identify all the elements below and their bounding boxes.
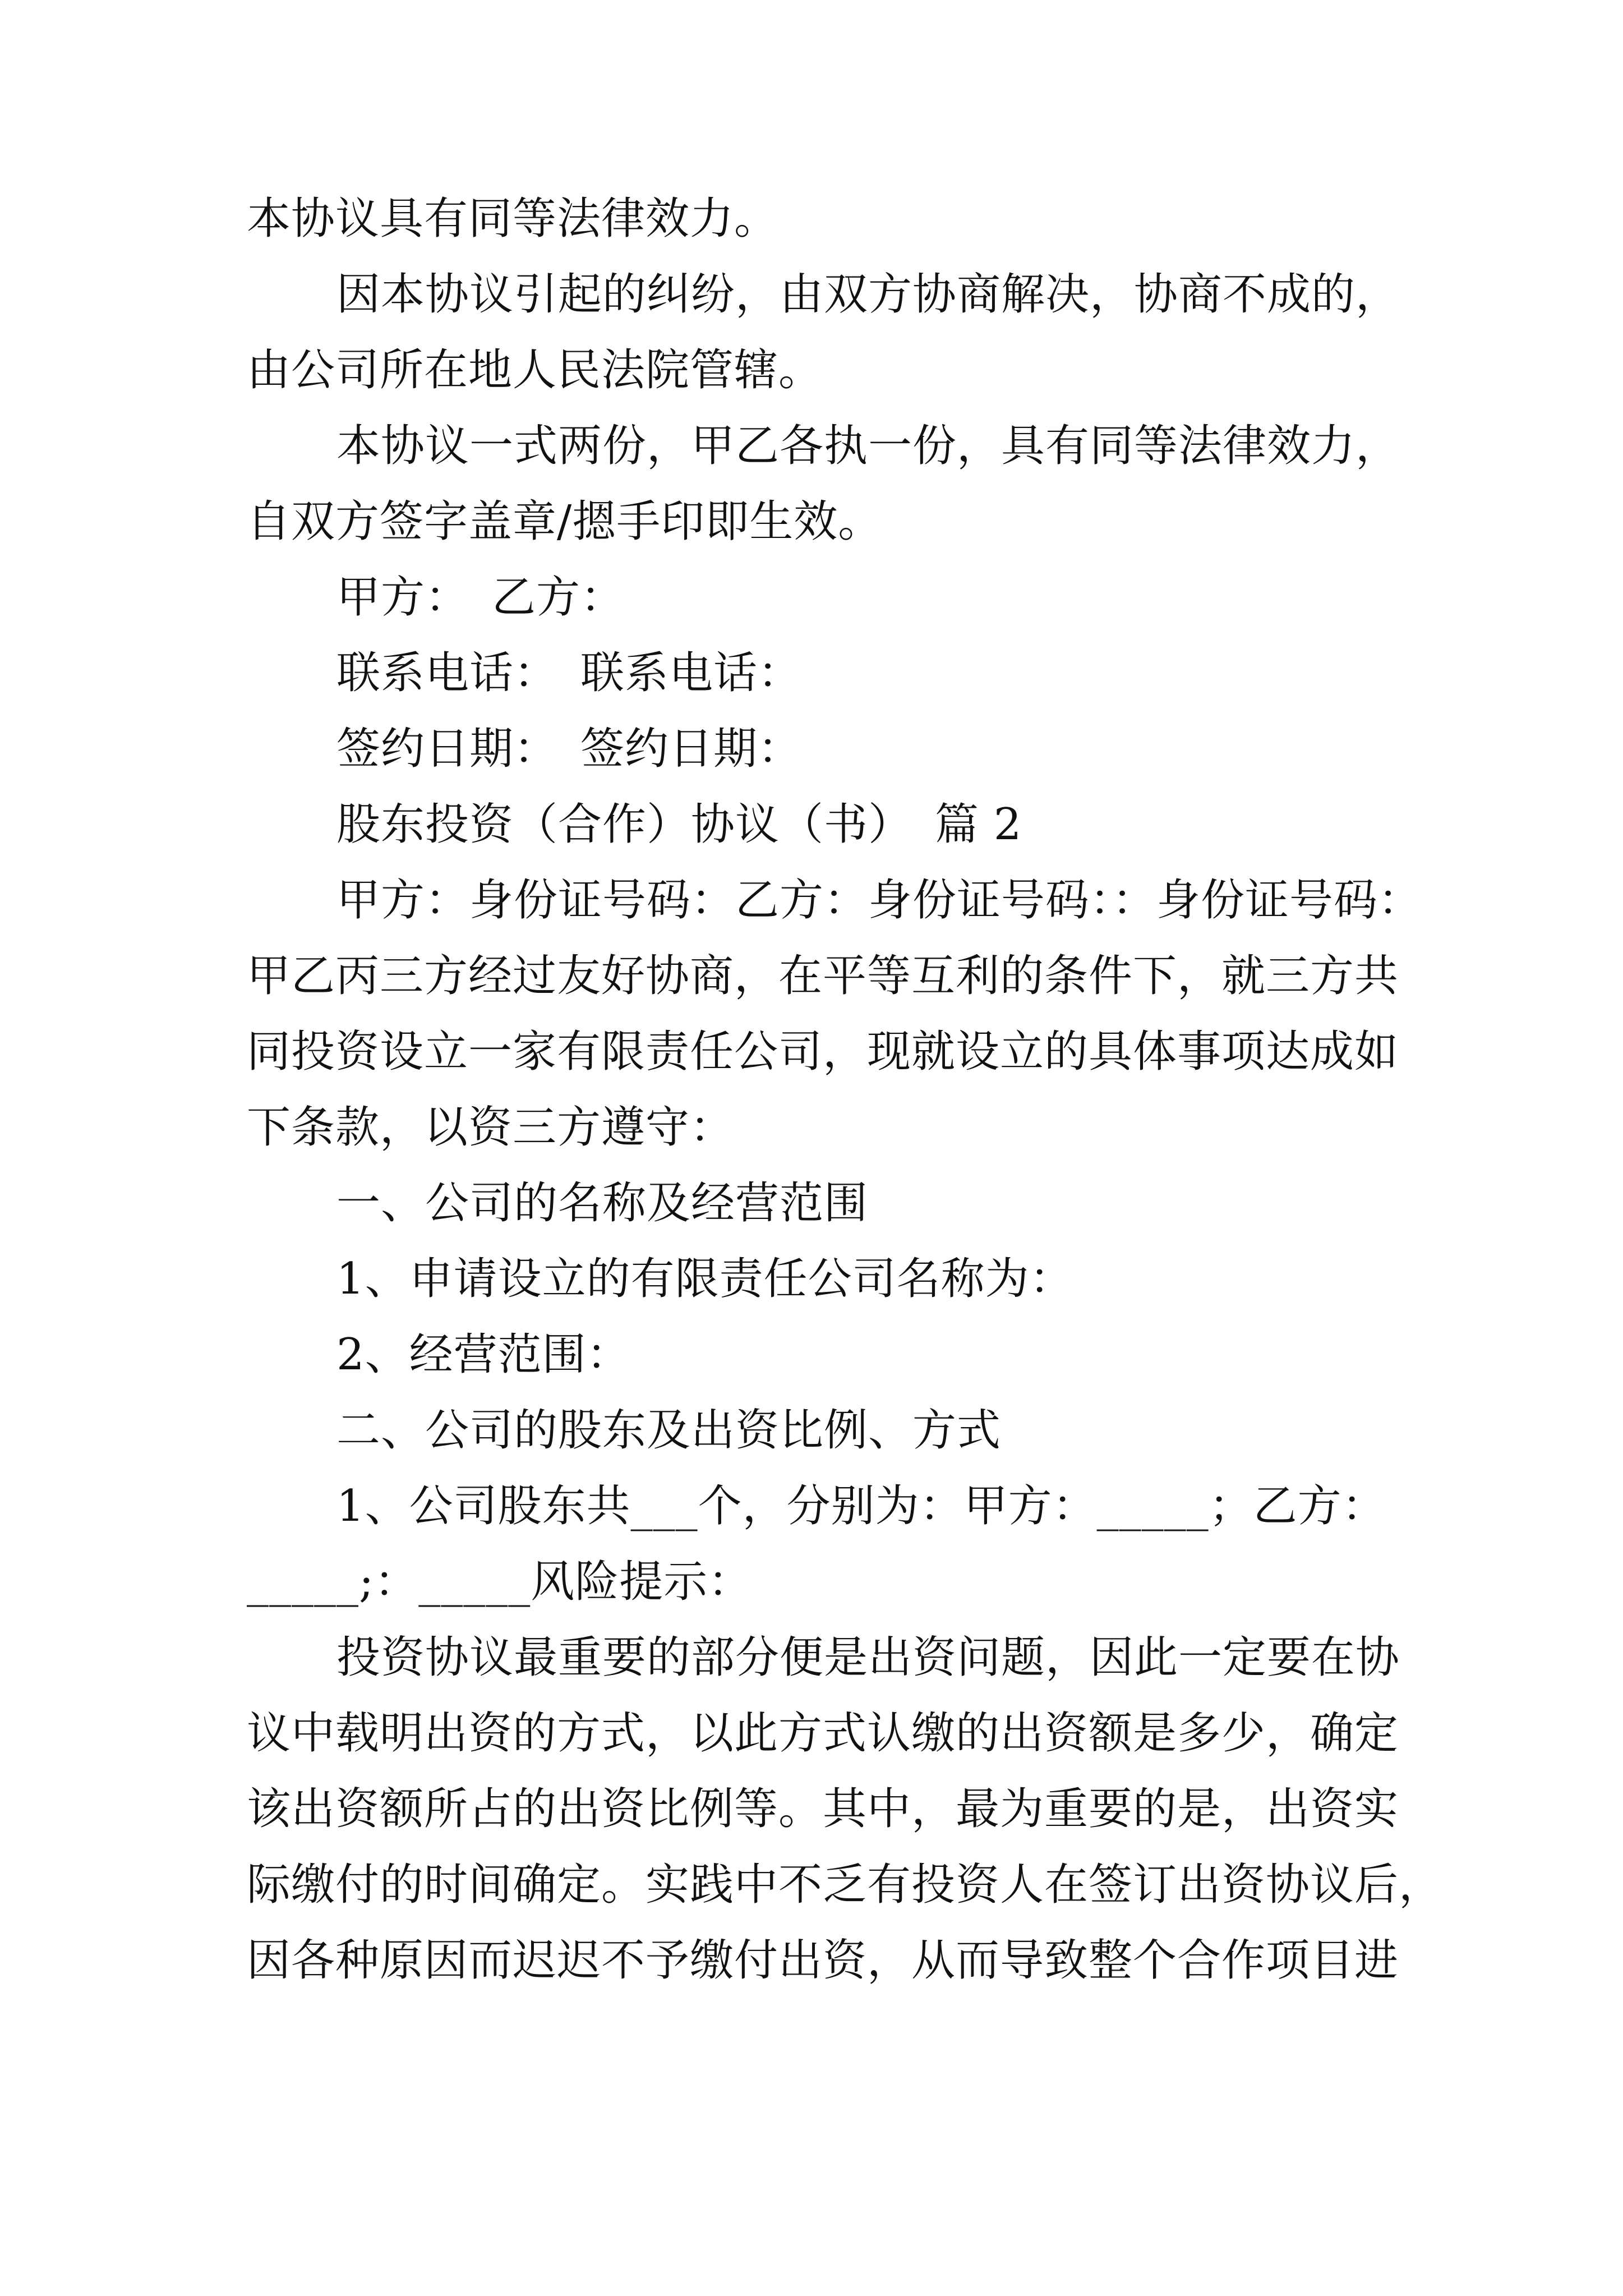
paragraph-line: 际缴付的时间确定。实践中不乏有投资人在签订出资协议后， bbox=[247, 1860, 1444, 1910]
paragraph-line: 由公司所在地人民法院管辖。 bbox=[247, 345, 823, 395]
heading-line: 二、公司的股东及出资比例、方式 bbox=[336, 1405, 1002, 1456]
paragraph-line: 因本协议引起的纠纷，由双方协商解决，协商不成的， bbox=[336, 269, 1400, 320]
paragraph-line: 同投资设立一家有限责任公司，现就设立的具体事项达成如 bbox=[247, 1027, 1399, 1077]
heading-line: 一、公司的名称及经营范围 bbox=[336, 1178, 869, 1228]
list-item: 1、公司股东共___个，分别为：甲方：_____；乙方： bbox=[336, 1481, 1386, 1531]
list-item: 1、申请设立的有限责任公司名称为： bbox=[336, 1254, 1074, 1304]
signature-party-line: 甲方： 乙方： bbox=[336, 572, 625, 623]
paragraph-line: 议中载明出资的方式，以此方式认缴的出资额是多少，确定 bbox=[247, 1708, 1399, 1759]
paragraph-line: 下条款，以资三方遵守： bbox=[247, 1102, 735, 1153]
paragraph-line: 甲乙丙三方经过友好协商，在平等互利的条件下，就三方共 bbox=[247, 951, 1399, 1001]
paragraph-line: 自双方签字盖章/摁手印即生效。 bbox=[247, 496, 883, 547]
paragraph-line: 该出资额所占的出资比例等。其中，最为重要的是，出资实 bbox=[247, 1784, 1399, 1834]
section-title: 股东投资（合作）协议（书） 篇 2 bbox=[336, 799, 1022, 850]
signature-date-line: 签约日期： 签约日期： bbox=[336, 724, 803, 774]
paragraph-line: 本协议具有同等法律效力。 bbox=[247, 194, 779, 244]
paragraph-line: 投资协议最重要的部分便是出资问题，因此一定要在协 bbox=[336, 1632, 1400, 1683]
paragraph-line: 本协议一式两份，甲乙各执一份，具有同等法律效力， bbox=[336, 421, 1400, 471]
paragraph-line: 因各种原因而迟迟不予缴付出资，从而导致整个合作项目进 bbox=[247, 1935, 1399, 1986]
list-item: 2、经营范围： bbox=[336, 1329, 631, 1380]
paragraph-line: 甲方：身份证号码：乙方：身份证号码：：身份证号码： bbox=[336, 875, 1423, 926]
paragraph-line: _____;：_____风险提示： bbox=[247, 1557, 753, 1607]
signature-phone-line: 联系电话： 联系电话： bbox=[336, 648, 803, 698]
